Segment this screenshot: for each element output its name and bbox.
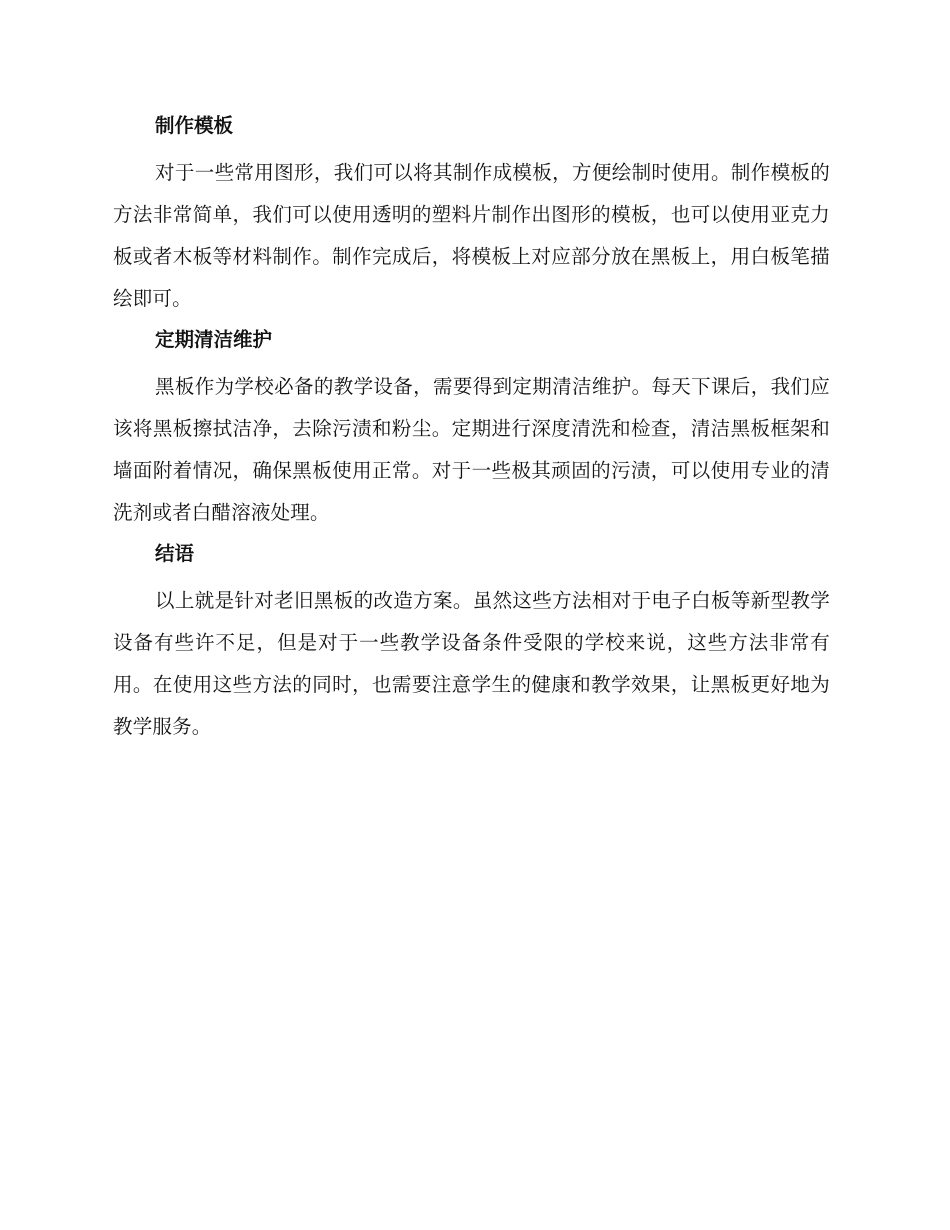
section-paragraph: 对于一些常用图形，我们可以将其制作成模板，方便绘制时使用。制作模板的方法非常简单，我们可以使用透明的塑料片制作出图形的模板，也可以使用亚克力板或者木板等材料制作。制作完成后，将模板上对应部分放在黑板上，用白板笔描绘即可。 bbox=[113, 161, 830, 310]
section-conclusion bbox=[113, 540, 830, 748]
section-cleaning-maintenance bbox=[113, 326, 830, 534]
section-heading: 结语 bbox=[155, 542, 195, 565]
section-paragraph: 黑板作为学校必备的教学设备，需要得到定期清洁维护。每天下课后，我们应该将黑板擦拭洁净，去除污渍和粉尘。定期进行深度清洗和检查，清洁黑板框架和墙面附着情况，确保黑板使用正常。对于一些极其顽固的污渍，可以使用专业的清洗剂或者白醋溶液处理。 bbox=[113, 375, 830, 524]
section-heading: 定期清洁维护 bbox=[155, 328, 273, 351]
section-heading: 制作模板 bbox=[155, 114, 234, 137]
section-paragraph: 以上就是针对老旧黑板的改造方案。虽然这些方法相对于电子白板等新型教学设备有些许不足，但是对于一些教学设备条件受限的学校来说，这些方法非常有用。在使用这些方法的同时，也需要注意学生的健康和教学效果，让黑板更好地为教学服务。 bbox=[113, 589, 830, 738]
section-template-making bbox=[113, 112, 830, 320]
